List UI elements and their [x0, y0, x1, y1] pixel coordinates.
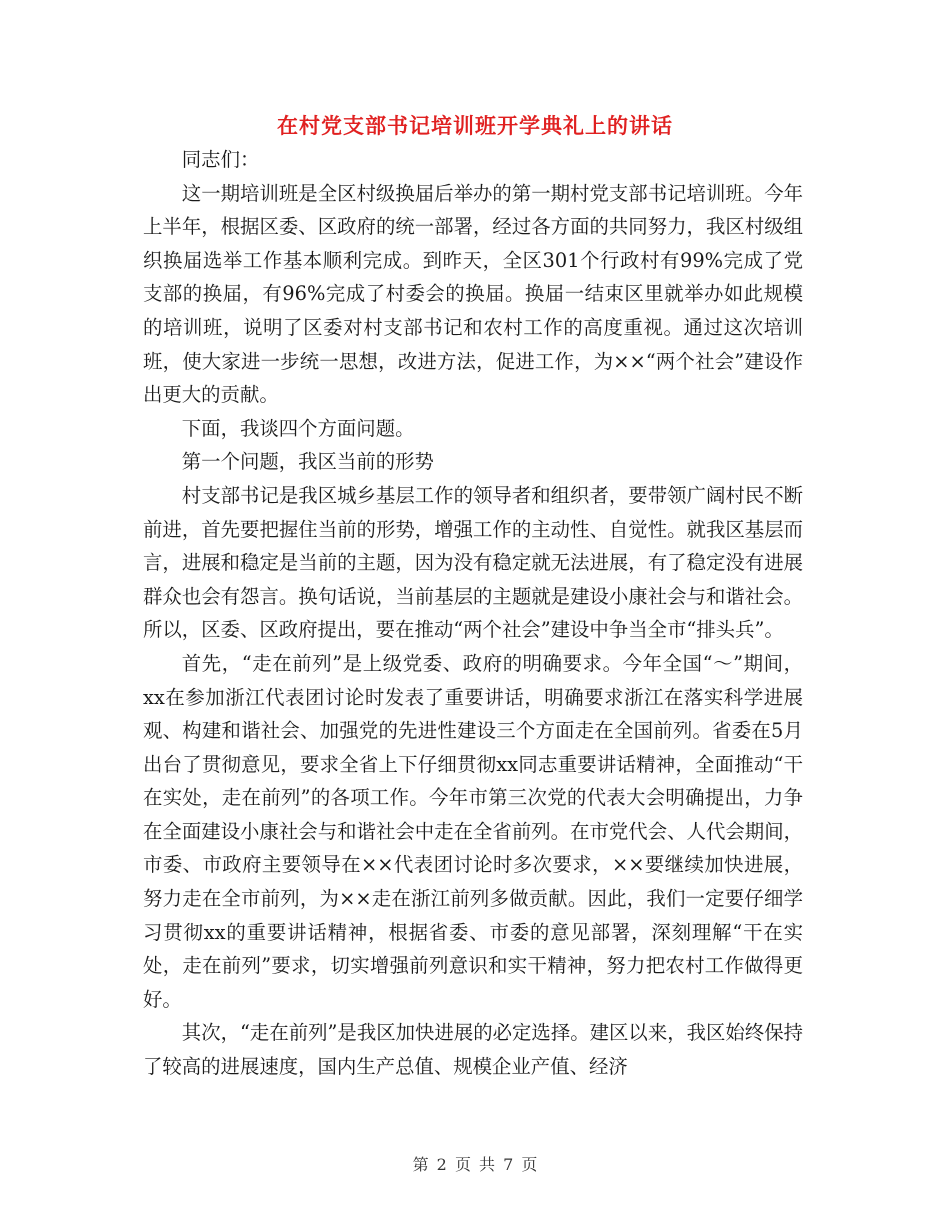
body-paragraph: 下面，我谈四个方面问题。: [181, 416, 415, 440]
body-paragraph: 其次，“走在前列”是我区加快进展的必定选择。建区以来，我区始终保持了较高的进展速度，国内生产总值、规模企业产值、经济: [143, 1021, 803, 1079]
salutation-paragraph: 同志们：: [181, 148, 260, 171]
document-title: 在村党支部书记培训班开学典礼上的讲话: [277, 113, 673, 138]
page-number-footer: 第 2 页 共 7 页: [412, 1155, 538, 1174]
body-paragraph: 村支部书记是我区城乡基层工作的领导者和组织者，要带领广阔村民不断前进，首先要把握住当前的形势，增强工作的主动性、自觉性。就我区基层而言，进展和稳定是当前的主题，因为没有稳定就无法进展，有了稳定没有进展群众也会有怨言。换句话说，当前基层的主题就是建设小康社会与和谐社会。所以，区委、区政府提出，要在推动“两个社会”建设中争当全市“排头兵”。: [143, 483, 803, 642]
body-paragraph: 首先，“走在前列”是上级党委、政府的明确要求。今年全国“～”期间，xx在参加浙江代表团讨论时发表了重要讲话，明确要求浙江在落实科学进展观、构建和谐社会、加强党的先进性建设三个方面走在全国前列。省委在5月出台了贯彻意见，要求全省上下仔细贯彻xx同志重要讲话精神，全面推动“干在实处，走在前列”的各项工作。今年市第三次党的代表大会明确提出，力争在全面建设小康社会与和谐社会中走在全省前列。在市党代会、人代会期间，市委、市政府主要领导在××代表团讨论时多次要求，××要继续加快进展，努力走在全市前列，为××走在浙江前列多做贡献。因此，我们一定要仔细学习贯彻xx的重要讲话精神，根据省委、市委的意见部署，深刻理解“干在实处，走在前列”要求，切实增强前列意识和实干精神，努力把农村工作做得更好。: [143, 651, 803, 1011]
document-body: [143, 143, 803, 1084]
section-heading: 第一个问题，我区当前的形势: [181, 450, 434, 474]
body-paragraph: 这一期培训班是全区村级换届后举办的第一期村党支部书记培训班。今年上半年，根据区委、区政府的统一部署，经过各方面的共同努力，我区村级组织换届选举工作基本顺利完成。到昨天，全区301个行政村有99%完成了党支部的换届，有96%完成了村委会的换届。换届一结束区里就举办如此规模的培训班，说明了区委对村支部书记和农村工作的高度重视。通过这次培训班，使大家进一步统一思想，改进方法，促进工作，为××“两个社会”建设作出更大的贡献。: [143, 181, 803, 407]
